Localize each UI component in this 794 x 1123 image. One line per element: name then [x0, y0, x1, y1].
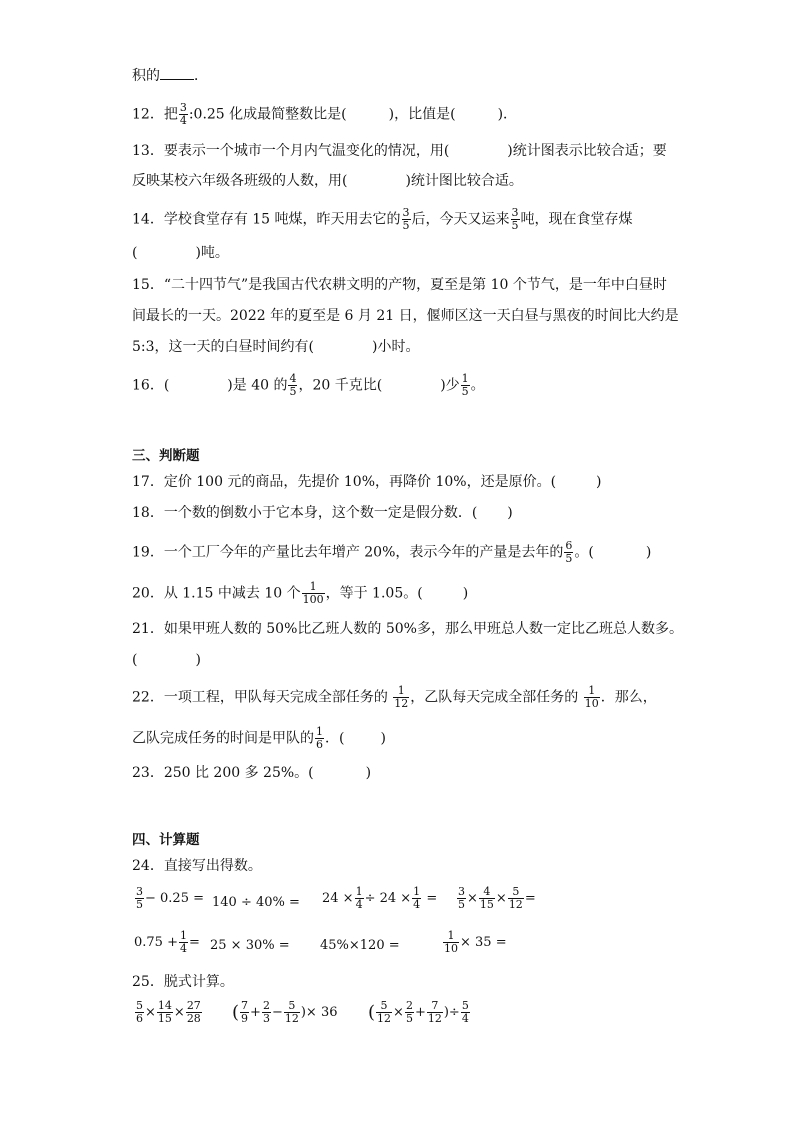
- fraction: [427, 1000, 443, 1025]
- q13-text-a: 13．要表示一个城市一个月内气温变化的情况，用(: [132, 143, 450, 159]
- q20-text-b: ，等于 1.05。(: [325, 585, 423, 602]
- times: ×: [467, 891, 478, 906]
- q21-line1: 21．如果甲班人数的 50%比乙班人数的 50%多，那么甲班总人数一定比乙班总人数多。: [132, 621, 683, 637]
- denominator: 5: [402, 219, 410, 232]
- fraction: [157, 1000, 173, 1025]
- q25-expr-1: [134, 1000, 203, 1025]
- q12-fraction: [179, 102, 188, 127]
- denominator: 4: [461, 1012, 469, 1025]
- q14-text-d: (: [132, 245, 138, 261]
- denominator: 4: [413, 898, 421, 911]
- denominator: 3: [262, 1012, 270, 1025]
- q18-end: ): [507, 505, 513, 521]
- times: ×: [393, 1005, 404, 1020]
- numerator: 4: [479, 886, 495, 899]
- q13-text-d: )统计图比较合适。: [405, 173, 523, 189]
- numerator: 4: [289, 372, 297, 385]
- q24-expr-1: [134, 886, 204, 911]
- numerator: 5: [461, 999, 469, 1012]
- denominator: 12: [427, 1012, 442, 1025]
- q22-fraction-3: [315, 726, 324, 751]
- q21-close: ): [195, 652, 201, 668]
- expr-rest: )÷: [443, 1005, 460, 1020]
- numerator: 1: [443, 930, 459, 943]
- minus: −: [271, 1005, 283, 1020]
- times: ×: [495, 891, 507, 906]
- q13-text-c: 反映某校六年级各班级的人数，用(: [132, 173, 348, 189]
- numerator: 1: [355, 885, 363, 898]
- numerator: 5: [508, 886, 524, 899]
- q14-text-a: 14．学校食堂存有 15 吨煤，昨天用去它的: [132, 211, 401, 228]
- fraction: [135, 1000, 144, 1025]
- q24-expr-2: 140 ÷ 40% =: [212, 895, 300, 910]
- expr-a: 24 ×: [322, 891, 354, 906]
- q14-fraction-1: [402, 207, 411, 232]
- expr-rest: − 0.25 =: [145, 891, 204, 906]
- q14-fraction-2: [511, 207, 520, 232]
- denominator: 5: [461, 385, 469, 398]
- numerator: 5: [376, 1000, 392, 1013]
- q18: [132, 503, 513, 523]
- q14-text-b: 后，今天又运来: [411, 211, 510, 228]
- denominator: 5: [565, 552, 573, 565]
- fraction: [461, 1000, 470, 1025]
- fraction: [457, 886, 466, 911]
- expr-eq: =: [524, 891, 536, 906]
- denominator: 4: [179, 114, 187, 127]
- numerator: 3: [136, 885, 143, 898]
- q22-line2: [132, 726, 386, 751]
- q12-text-c: )，比值是(: [388, 106, 456, 123]
- numerator: 1: [316, 725, 323, 738]
- q22-text-c: ．那么，: [600, 689, 657, 706]
- expr-rest: × 35 =: [460, 935, 507, 950]
- q19-end: ): [645, 544, 652, 561]
- q18-text: 18．一个数的倒数小于它本身，这个数一定是假分数．(: [132, 505, 478, 521]
- q24-expr-3: [322, 886, 437, 911]
- numerator: 1: [302, 581, 325, 594]
- denominator: 100: [302, 593, 324, 606]
- q24-expr-7: 45%×120 =: [320, 938, 400, 953]
- q23: [132, 763, 371, 783]
- numerator: 5: [136, 999, 143, 1012]
- q11-answer-blank[interactable]: [160, 67, 194, 80]
- q24-expr-8: [442, 930, 507, 955]
- fraction: [262, 1000, 271, 1025]
- denominator: 5: [136, 898, 143, 911]
- q17-text: 17．定价 100 元的商品，先提价 10%，再降价 10%，还是原价。(: [132, 474, 557, 490]
- q17: [132, 472, 602, 492]
- denominator: 6: [316, 738, 323, 751]
- numerator: 7: [427, 1000, 443, 1013]
- q20-end: ): [462, 585, 469, 602]
- q12-text-b: :0.25 化成最简整数比是(: [188, 106, 347, 123]
- q11-end: ．: [194, 68, 208, 84]
- numerator: 3: [511, 206, 519, 219]
- q16-fraction-1: [288, 373, 297, 398]
- q21-line2: [132, 650, 201, 670]
- q15-text-a: 5:3，这一天的白昼时间约有(: [132, 339, 314, 355]
- q15-line1: 15．“二十四节气”是我国古代农耕文明的产物，夏至是第 10 个节气，是一年中白昼时: [132, 277, 667, 293]
- denominator: 5: [511, 219, 519, 232]
- paren-open: (: [232, 1002, 240, 1023]
- q22-text-e: ．(: [325, 730, 345, 747]
- q22-fraction-1: [393, 685, 409, 710]
- fraction: [479, 886, 495, 911]
- denominator: 15: [157, 1012, 172, 1025]
- numerator: 3: [458, 885, 465, 898]
- numerator: 1: [393, 685, 409, 698]
- q11-text: 积的: [132, 68, 160, 84]
- denominator: 12: [284, 1012, 299, 1025]
- fraction: [135, 886, 144, 911]
- q11-tail: [132, 66, 208, 86]
- denominator: 5: [289, 385, 297, 398]
- numerator: 6: [565, 539, 573, 552]
- q25-expr-2: [232, 1000, 337, 1025]
- fraction: [186, 1000, 202, 1025]
- denominator: 5: [405, 1012, 413, 1025]
- numerator: 1: [461, 372, 469, 385]
- q24-title: 24．直接写出得数。: [132, 858, 262, 874]
- numerator: 2: [405, 999, 413, 1012]
- denominator: 10: [584, 697, 599, 710]
- paren-open: (: [368, 1002, 376, 1023]
- q14-text-e: )吨。: [195, 245, 229, 261]
- expr-b: ÷ 24 ×: [364, 891, 412, 906]
- numerator: 14: [157, 999, 172, 1012]
- denominator: 5: [458, 898, 465, 911]
- q16-text-d: )少: [440, 377, 460, 394]
- q25-expr-3: [368, 1000, 471, 1025]
- q22-text-d: 乙队完成任务的时间是甲队的: [132, 730, 314, 747]
- fraction: [355, 886, 364, 911]
- q20-text: 20．从 1.15 中减去 10 个: [132, 585, 301, 602]
- q14-text-c: 吨，现在食堂存煤: [520, 211, 633, 228]
- expr-eq: =: [188, 935, 200, 950]
- q12-text-d: )．: [497, 106, 518, 123]
- q16-fraction-2: [461, 373, 470, 398]
- q19: [132, 540, 651, 565]
- denominator: 4: [355, 898, 363, 911]
- denominator: 4: [179, 942, 187, 955]
- section-3-heading: 三、判断题: [132, 448, 200, 464]
- fraction: [179, 930, 188, 955]
- fraction: [376, 1000, 392, 1025]
- numerator: 1: [413, 885, 421, 898]
- denominator: 28: [186, 1012, 201, 1025]
- q19-text: 19．一个工厂今年的产量比去年增产 20%，表示今年的产量是去年的: [132, 544, 564, 561]
- q24-expr-6: 25 × 30% =: [210, 938, 290, 953]
- q20: [132, 581, 468, 606]
- q25-title: 25．脱式计算。: [132, 974, 234, 990]
- q16: [132, 373, 485, 398]
- denominator: 12: [377, 1012, 392, 1025]
- numerator: 7: [241, 999, 249, 1012]
- q20-fraction: [302, 581, 325, 606]
- q13-line1: [132, 141, 667, 161]
- q15-line3: [132, 337, 419, 357]
- q16-text-b: )是 40 的: [227, 377, 288, 394]
- numerator: 3: [179, 101, 187, 114]
- q22-line1: [132, 685, 657, 710]
- q24-expr-5: [134, 930, 200, 955]
- q16-text-c: ，20 千克比(: [298, 377, 383, 394]
- times: ×: [173, 1005, 185, 1020]
- fraction: [508, 886, 524, 911]
- q16-text-e: 。: [470, 377, 485, 394]
- numerator: 3: [402, 206, 410, 219]
- denominator: 15: [479, 898, 494, 911]
- numerator: 27: [186, 999, 201, 1012]
- denominator: 6: [136, 1012, 143, 1025]
- q15-text-b: )小时。: [372, 339, 420, 355]
- fraction: [443, 930, 459, 955]
- q17-end: ): [596, 474, 602, 490]
- fraction: [284, 1000, 300, 1025]
- q12: [132, 102, 517, 127]
- numerator: 1: [584, 685, 600, 698]
- denominator: 10: [444, 942, 458, 955]
- q23-end: ): [365, 765, 372, 781]
- q14-line1: [132, 207, 633, 232]
- q14-line2: [132, 243, 229, 263]
- denominator: 12: [508, 898, 523, 911]
- q15-line2: 间最长的一天。2022 年的夏至是 6 月 21 日，偃师区这一天白昼与黑夜的时间比大约是: [132, 308, 679, 324]
- q22-fraction-2: [584, 685, 600, 710]
- numerator: 5: [284, 1000, 300, 1013]
- numerator: 2: [262, 999, 270, 1012]
- numerator: 1: [179, 929, 187, 942]
- expr-eq: =: [426, 891, 438, 906]
- denominator: 12: [394, 697, 409, 710]
- q24-expr-4: [456, 886, 536, 911]
- plus: +: [250, 1005, 261, 1020]
- section-4-heading: 四、计算题: [132, 832, 200, 848]
- q23-text: 23．250 比 200 多 25%。(: [132, 765, 314, 781]
- expr-rest: )× 36: [300, 1005, 338, 1020]
- q19-fraction: [564, 540, 573, 565]
- q16-text-a: 16．(: [132, 377, 170, 394]
- q12-text-a: 12．把: [132, 106, 178, 123]
- q22-text-b: ，乙队每天完成全部任务的: [410, 689, 579, 706]
- times: ×: [145, 1005, 156, 1020]
- q22-end: ): [380, 730, 386, 747]
- q22-text-a: 22．一项工程，甲队每天完成全部任务的: [132, 689, 388, 706]
- plus: +: [414, 1005, 426, 1020]
- fraction: [405, 1000, 414, 1025]
- fraction: [240, 1000, 249, 1025]
- fraction: [412, 886, 421, 911]
- q13-text-b: )统计图表示比较合适；要: [507, 143, 667, 159]
- q19-text-b: 。(: [574, 544, 594, 561]
- q13-line2: [132, 171, 523, 191]
- denominator: 9: [241, 1012, 249, 1025]
- expr-a: 0.75 +: [134, 935, 178, 950]
- q21-open: (: [132, 652, 138, 668]
